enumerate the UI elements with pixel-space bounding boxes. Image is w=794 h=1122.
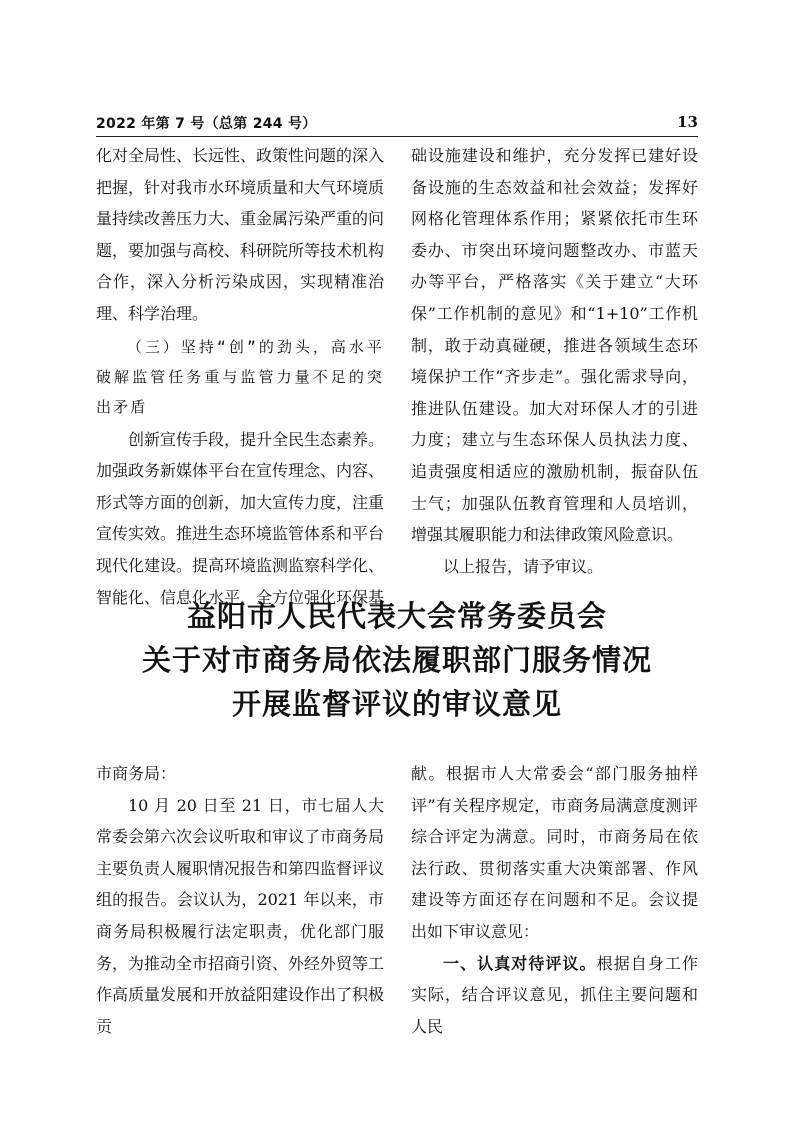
point-text: 根据自身工作实际，结合评议意见，抓住主要问题和人民	[411, 953, 698, 1036]
issue-label: 2022 年第 7 号（总第 244 号）	[96, 116, 317, 132]
article-right-column	[411, 758, 698, 1042]
point-label: 一、认真对待评议。	[443, 953, 597, 973]
paragraph: 础设施建设和维护，充分发挥已建好设备设施的生态效益和社会效益；发挥好网格化管理体系作用；紧紧依托市生环委办、市突出环境问题整改办、市蓝天办等平台，严格落实《关于建立“大环保”工作机制的意见》和“1+10”工作机制，敢于动真碰硬，推进各领域生态环境保护工作“齐步走”。强化需求导向，推进队伍建设。加大对环保人才的引进力度；建立与生态环保人员执法力度、追责强度相适应的激励机制，振奋队伍士气；加强队伍教育管理和人员培训，增强其履职能力和法律政策风险意识。	[411, 146, 698, 545]
prev-article-left-column	[96, 140, 384, 613]
page-number: 13	[677, 113, 698, 131]
paragraph: 10 月 20 日至 21 日，市七届人大常委会第六次会议听取和审议了市商务局主要负责人履职情况报告和第四监督评议组的报告。会议认为，2021 年以来，市商务局积极履行法定职责，优化部门服务，为推动全市招商引资、外经外贸等工作高质量发展和开放益阳建设作出了积极贡	[96, 795, 385, 1036]
article-title	[96, 594, 698, 726]
section-subheading: （三）坚持“创”的劲头，高水平破解监管任务重与监管力量不足的突出矛盾	[96, 337, 384, 416]
page-header	[96, 111, 698, 135]
article-left-column	[96, 758, 384, 1042]
closing-line: 以上报告，请予审议。	[443, 556, 604, 576]
paragraph	[411, 948, 698, 1043]
header-rule	[96, 136, 698, 137]
paragraph: 献。根据市人大常委会“部门服务抽样评”有关程序规定，市商务局满意度测评综合评定为满意。同时，市商务局在依法行政、贯彻落实重大决策部署、作风建设等方面还存在问题和不足。会议提出如下审议意见：	[411, 764, 698, 941]
title-line: 开展监督评议的审议意见	[231, 687, 562, 721]
paragraph: 创新宣传手段，提升全民生态素养。加强政务新媒体平台在宣传理念、内容、形式等方面的创新，加大宣传力度，注重宣传实效。推进生态环境监管体系和平台现代化建设。提高环境监测监察科学化、智能化、信息化水平，全方位强化环保基	[96, 429, 385, 607]
salutation: 市商务局：	[96, 764, 177, 783]
paragraph: 化对全局性、长远性、政策性问题的深入把握，针对我市水环境质量和大气环境质量持续改善压力大、重金属污染严重的问题，要加强与高校、科研院所等技术机构合作，深入分析污染成因，实现精准治理、科学治理。	[96, 146, 385, 323]
title-line: 益阳市人民代表大会常务委员会	[186, 599, 607, 633]
title-line: 关于对市商务局依法履职部门服务情况	[141, 643, 652, 677]
prev-article-right-column	[411, 140, 698, 582]
